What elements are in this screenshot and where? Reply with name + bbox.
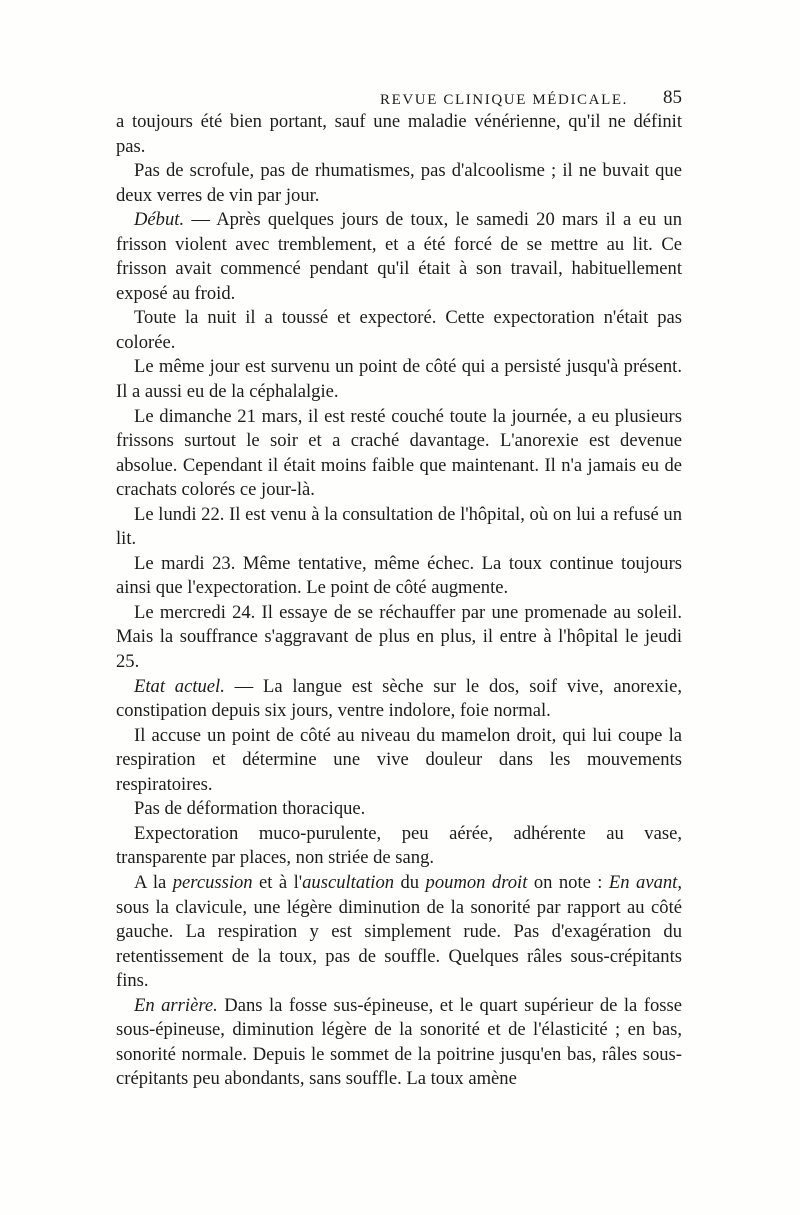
page-header [116,0,682,108]
paragraph [116,405,682,503]
text-run: on note : [527,871,609,893]
running-title: REVUE CLINIQUE MÉDICALE. [380,92,628,108]
section-lead: Etat actuel. [134,675,225,697]
section-lead: En arrière. [134,994,218,1016]
paragraph-text: Pas de scrofule, pas de rhumatismes, pas d'alcoolisme ; il ne buvait que deux verres de vin par jour. [116,160,682,206]
paragraph [116,822,682,871]
paragraph [116,724,682,798]
body-text [116,110,682,1092]
paragraph-text: Le mardi 23. Même tentative, même échec. La toux continue toujours ainsi que l'expectoration. Le point de côté augmente. [116,552,682,599]
paragraph-text: Le lundi 22. Il est venu à la consultation de l'hôpital, où on lui a refusé un lit. [116,503,682,550]
paragraph [116,503,682,552]
paragraph [116,797,682,822]
paragraph-text: Il accuse un point de côté au niveau du mamelon droit, qui lui coupe la respiration et détermine une vive douleur dans les mouvements respiratoires. [116,724,682,795]
paragraph-text: Le mercredi 24. Il essaye de se réchauffer par une promenade au soleil. Mais la souffrance s'aggravant de plus en plus, il entre à l'hôpital le jeudi 25. [116,601,682,673]
paragraph-text: a toujours été bien portant, sauf une maladie vénérienne, qu'il ne définit pas. [116,111,682,157]
page-number: 85 [663,87,682,108]
paragraph [116,306,682,355]
paragraph [116,110,682,159]
text-run-italic: poumon droit [425,871,528,893]
text-run: , sous la clavicule, une légère diminution de la sonorité par rapport au côté gauche. La respiration y est simplement rude. Pas d'exagération du retentissement de la toux, pas de souffle. Quelques râles sous-crépitants fins. [116,871,682,992]
paragraph-text: Toute la nuit il a toussé et expectoré. Cette expectoration n'était pas colorée. [116,307,682,353]
paragraph [116,601,682,675]
paragraph [116,159,682,208]
paragraph [116,208,682,306]
paragraph [116,994,682,1092]
text-run-italic: auscultation [302,871,395,893]
paragraph-text: Dans la fosse sus-épineuse, et le quart supérieur de la fosse sous-épineuse, diminution légère de la sonorité et de l'élasticité ; en bas, sonorité normale. Depuis le sommet de la poitrine jusqu'en bas, râles sous-crépitants peu abondants, sans souffle. La toux amène [116,994,682,1090]
text-run-italic: En avant [608,871,678,893]
paragraph-text: — La langue est sèche sur le dos, soif vive, anorexie, constipation depuis six jours, ventre indolore, foie normal. [116,675,682,722]
paragraph [116,675,682,724]
text-run: et à l' [252,871,303,893]
paragraph-text: — Après quelques jours de toux, le samedi 20 mars il a eu un frisson violent avec tremblement, et a été forcé de se mettre au lit. Ce frisson avait commencé pendant qu'il était à son travail, habituellement exposé au froid. [116,209,682,304]
paragraph-text: Expectoration muco-purulente, peu aérée, adhérente au vase, transparente par places, non striée de sang. [116,822,682,869]
text-run: du [394,871,426,893]
text-run: A la [134,871,173,893]
section-lead: Début. [134,209,185,231]
text-run-italic: percussion [172,871,253,893]
paragraph [116,552,682,601]
paragraph [116,355,682,404]
paragraph-text: Le dimanche 21 mars, il est resté couché toute la journée, a eu plusieurs frissons surtout le soir et a craché davantage. L'anorexie est devenue absolue. Cependant il était moins faible que maintenant. Il n'a jamais eu de crachats colorés ce jour-là. [116,405,682,501]
paragraph-text: Le même jour est survenu un point de côté qui a persisté jusqu'à présent. Il a aussi eu de la céphalalgie. [116,356,682,403]
paragraph-text: Pas de déformation thoracique. [134,798,366,820]
paragraph [116,871,682,994]
